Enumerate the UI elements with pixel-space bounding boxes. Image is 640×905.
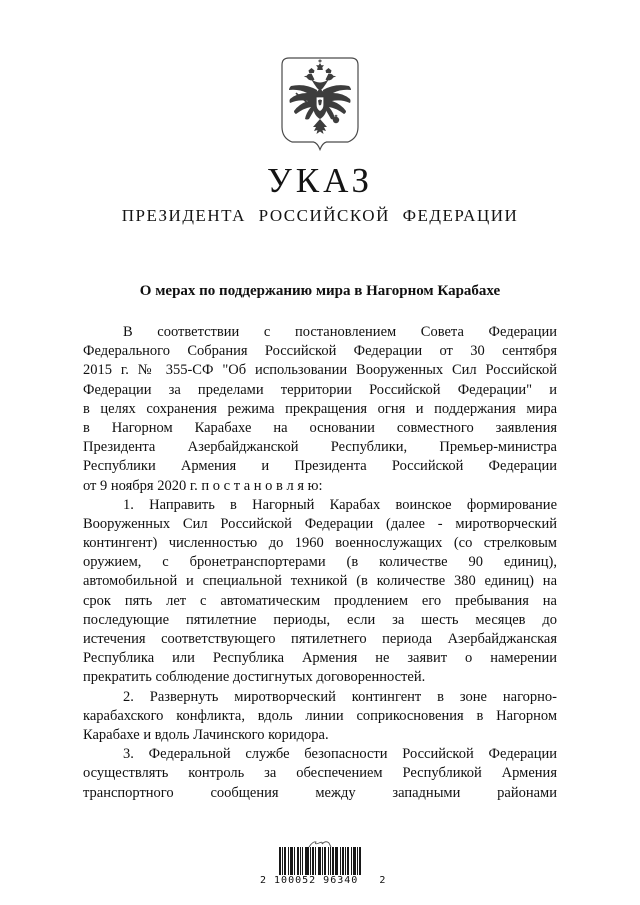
- body-line: Федерального Собрания Российской Федерации от 30 сентября: [83, 343, 557, 360]
- decree-subject-heading: О мерах по поддержанию мира в Нагорном Карабахе: [139, 283, 501, 299]
- body-line: контингент) численностью до 1960 военнослужащих (со стрелковым: [83, 535, 557, 552]
- document-subtitle: ПРЕЗИДЕНТА РОССИЙСКОЙ ФЕДЕРАЦИИ: [121, 206, 519, 225]
- paragraph: [83, 688, 557, 746]
- body-line: оружием, с бронетранспортерами (в количестве 90 единиц),: [83, 554, 557, 571]
- body-line: Президента Азербайджанской Республики, Премьер-министра: [83, 439, 557, 456]
- body-line: В соответствии с постановлением Совета Федерации: [123, 324, 557, 340]
- body-line: Республика или Республика Армения не заявит о намерении: [83, 650, 557, 667]
- document-title: УКАЗ: [266, 161, 374, 200]
- body-line: 3. Федеральной службе безопасности Российской Федерации: [123, 746, 557, 763]
- body-line: Республики Армения и Президента Российской Федерации: [83, 458, 557, 475]
- barcode-gap: [361, 847, 362, 875]
- russian-coat-of-arms-icon: [281, 57, 359, 158]
- body-line: Карабахе и вдоль Лачинского коридора.: [83, 726, 329, 743]
- body-line: последующие пятилетние периоды, если за шесть месяцев до: [83, 611, 557, 628]
- body-line: осуществлять контроль за обеспечением Республикой Армения: [83, 765, 557, 782]
- body-line: карабахского конфликта, вдоль линии соприкосновения в Нагорном: [83, 707, 557, 724]
- paragraph: [83, 323, 557, 496]
- barcode-block: [260, 836, 387, 886]
- body-line: в Нагорном Карабахе на основании совместного заявления: [83, 419, 557, 436]
- body-line: в целях сохранения режима прекращения огня и поддержания мира: [83, 400, 557, 417]
- registration-mark-icon: [260, 836, 380, 846]
- barcode-image: [260, 847, 380, 875]
- paragraph: [83, 496, 557, 688]
- paragraph: [83, 745, 557, 803]
- body-line: Федерации за пределами территории Российской Федерации" и: [83, 381, 557, 398]
- body-line: срок пять лет с автоматическим продлением его пребывания на: [83, 592, 557, 609]
- body-line: прекратить соблюдение достигнутых договоренностей.: [83, 669, 426, 686]
- body-line: 2015 г. № 355-СФ "Об использовании Вооруженных Сил Российской: [83, 362, 557, 379]
- body-line: истечения соответствующего пятилетнего периода Азербайджанская: [83, 631, 557, 647]
- barcode-digits: 2 100052 96340 2: [260, 875, 387, 886]
- decree-body: [83, 323, 557, 803]
- body-line: автомобильной и специальной техникой (в количестве 380 единиц) на: [83, 573, 557, 590]
- body-line: от 9 ноября 2020 г. п о с т а н о в л я ю:: [83, 477, 323, 494]
- body-line: 2. Развернуть миротворческий контингент в зоне нагорно-: [123, 688, 557, 705]
- body-line: Вооруженных Сил Российской Федерации (далее - миротворческий: [83, 515, 557, 532]
- body-line: 1. Направить в Нагорный Карабах воинское формирование: [123, 496, 557, 513]
- body-line: транспортного сообщения между западными районами: [83, 784, 557, 801]
